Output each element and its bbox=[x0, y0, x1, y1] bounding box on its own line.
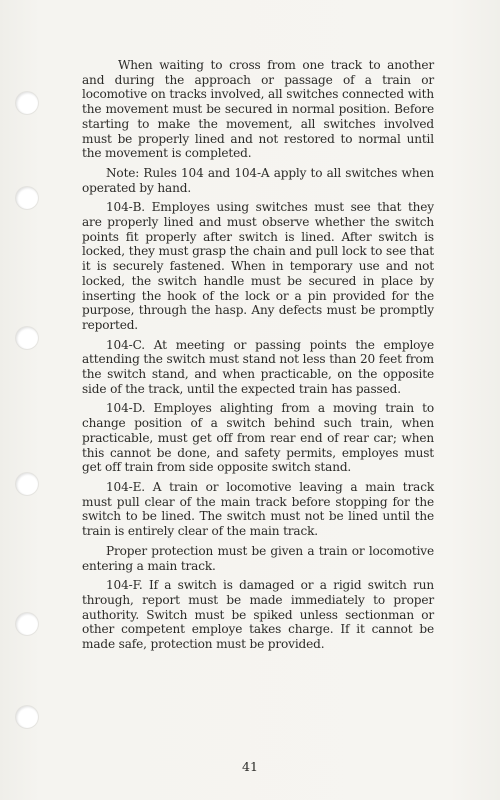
binder-hole bbox=[16, 327, 38, 349]
binder-hole bbox=[16, 613, 38, 635]
paragraph-note-rules: Note: Rules 104 and 104-A apply to all switches when operated by hand. bbox=[82, 165, 434, 195]
paragraph-main-track-protection: Proper protection must be given a train or locomotive entering a main track. bbox=[82, 543, 434, 573]
binder-hole bbox=[16, 473, 38, 495]
paragraph-rule-104-e: 104-E. A train or locomotive leaving a main track must pull clear of the main track before stopping for the switch to be lined. The switch must not be lined until the train is entirely clear of the main track. bbox=[82, 479, 434, 539]
binder-hole bbox=[16, 706, 38, 728]
binder-hole bbox=[16, 187, 38, 209]
binder-hole bbox=[16, 92, 38, 114]
paragraph-rule-104-f: 104-F. If a switch is damaged or a rigid switch run through, report must be made immediately to proper authority. Switch must be spiked unless sectionman or other competent employe takes charge. If it cannot be made safe, protection must be provided. bbox=[82, 578, 434, 652]
paragraph-switch-crossing: When waiting to cross from one track to another and during the approach or passage of a train or locomotive on tracks involved, all switches connected with the movement must be secured in normal position. Before starting to make the movement, all switches involved must be properly lined and not restored to normal until the movement is completed. bbox=[82, 58, 434, 161]
paragraph-rule-104-d: 104-D. Employes alighting from a moving train to change position of a switch behind such train, when practicable, must get off from rear end of rear car; when this cannot be done, and safety permits, employes must get off train from side opposite switch stand. bbox=[82, 401, 434, 475]
paragraph-rule-104-c: 104-C. At meeting or passing points the employe attending the switch must stand not less than 20 feet from the switch stand, and when practicable, on the opposite side of the track, until the expected train has passed. bbox=[82, 337, 434, 396]
page-number: 41 bbox=[242, 759, 258, 774]
paragraph-rule-104-b: 104-B. Employes using switches must see that they are properly lined and must observe whether the switch points fit properly after switch is lined. After switch is locked, they must grasp the chain and pull lock to see that it is securely fastened. When in temporary use and not locked, the switch handle must be secured in place by inserting the hook of the lock or a pin provided for the purpose, through the hasp. Any defects must be promptly reported. bbox=[82, 200, 434, 332]
rule-text-body bbox=[82, 58, 434, 657]
